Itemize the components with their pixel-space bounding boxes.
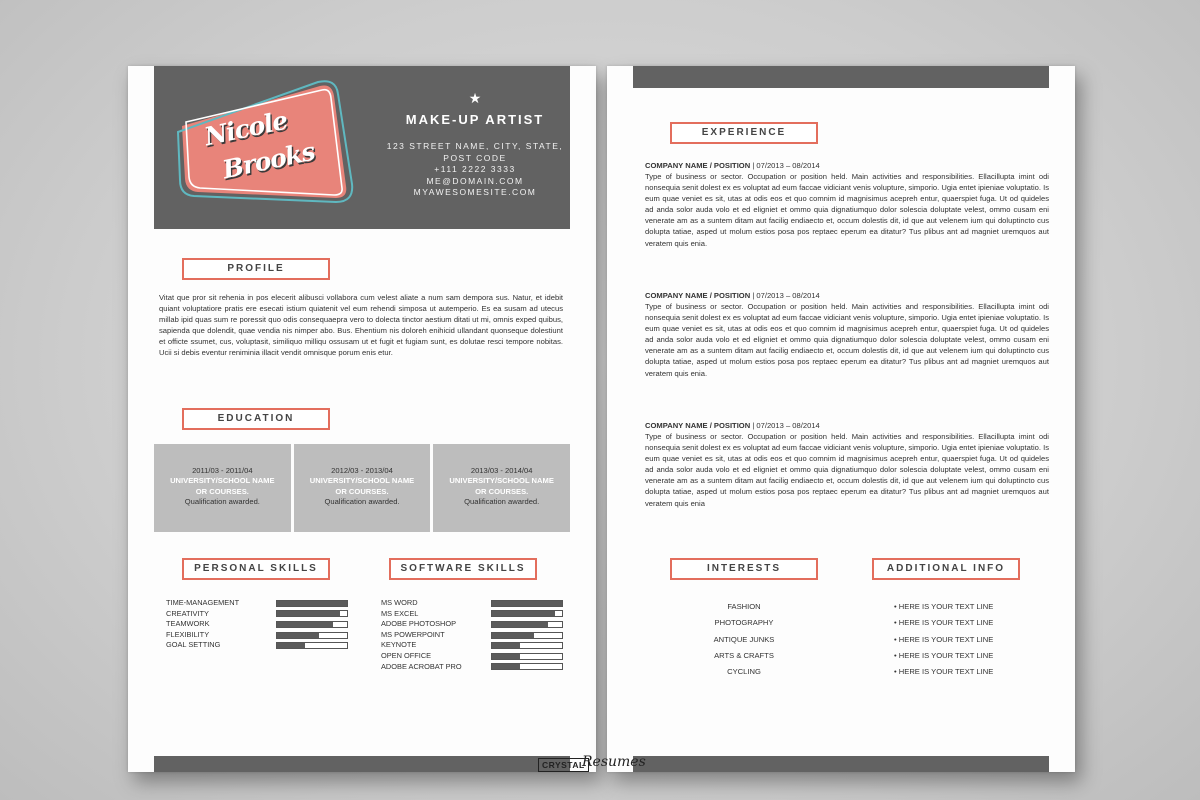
skill-bar-fill xyxy=(492,633,534,638)
skill-bar xyxy=(491,600,563,607)
experience-title xyxy=(645,420,1049,431)
skill-row xyxy=(166,640,348,651)
logo-first-name: Nicole xyxy=(201,105,290,152)
logo-last-name: Brooks xyxy=(220,136,318,185)
additional-info-heading: ADDITIONAL INFO xyxy=(872,558,1020,580)
personal-skills-list xyxy=(166,598,348,651)
title-block xyxy=(382,90,568,199)
skill-row xyxy=(381,630,563,641)
skill-name: CREATIVITY xyxy=(166,608,209,618)
education-school: UNIVERSITY/SCHOOL NAME xyxy=(309,476,415,486)
skill-bar-fill xyxy=(277,622,333,627)
star-icon: ★ xyxy=(468,90,482,106)
experience-position: COMPANY NAME / POSITION xyxy=(645,161,751,170)
job-title: MAKE-UP ARTIST xyxy=(405,112,545,127)
experience-dates: | 07/2013 – 08/2014 xyxy=(750,291,820,300)
experience-dates: | 07/2013 – 08/2014 xyxy=(750,161,820,170)
contact-website: MYAWESOMESITE.COM xyxy=(413,187,537,197)
list-item: FASHION xyxy=(727,602,761,611)
footer-band xyxy=(633,756,1049,772)
skill-name: ADOBE PHOTOSHOP xyxy=(381,619,457,629)
additional-info-list xyxy=(894,599,1034,680)
education-dates: 2013/03 - 2014/04 xyxy=(470,466,533,475)
list-item: • HERE IS YOUR TEXT LINE xyxy=(894,667,994,677)
skill-bar xyxy=(276,621,348,628)
profile-text: Vitat que pror sit rehenia in pos elecerit alibusci vollabora cum velest aliate a num sam dempora sus. Natur, et idebit quiant voluptatiore pratis ere esecati istium quiatenit vel eum rehendi simposa ut autemperio. Es ea susam ad utecus millab ipid quas sum re poressit quo odis consequaepra vero to dolecta tinctor aestium ditati ut mi, omnis exped quibus, sapienda que dolendit, quae vendia nis nimper abo. Bus. Ehentium nis doloreh enihicid ullandant quonseque dolestiunt et officte ssumet, cus, voluptasit, similiquo milliqu ossusam ut et fugit et fugiam sunt, es dolutae resci tempore nobitas. Ucii si debis eventur reniminia illacit vendit omnisque porum enis etur. xyxy=(159,293,563,358)
skill-bar-fill xyxy=(277,643,305,648)
education-award: Qualification awarded. xyxy=(324,497,400,507)
education-entry xyxy=(433,444,570,532)
resume-page-2 xyxy=(607,66,1075,772)
skill-name: GOAL SETTING xyxy=(166,640,221,650)
list-item: • HERE IS YOUR TEXT LINE xyxy=(894,650,994,660)
skill-bar xyxy=(491,610,563,617)
education-award: Qualification awarded. xyxy=(464,497,540,507)
skill-bar xyxy=(276,632,348,639)
education-school: UNIVERSITY/SCHOOL NAME xyxy=(170,476,275,486)
personal-skills-heading: PERSONAL SKILLS xyxy=(182,558,330,580)
skill-bar xyxy=(491,653,563,660)
list-item: ARTS & CRAFTS xyxy=(714,650,774,660)
skill-row xyxy=(166,630,348,641)
education-grid xyxy=(154,444,570,532)
experience-title xyxy=(645,290,1049,301)
skill-bar-fill xyxy=(277,601,347,606)
skill-bar-fill xyxy=(492,601,562,606)
skill-bar xyxy=(276,642,348,649)
experience-text: Type of business or sector. Occupation or position held. Main activities and responsibilities. Ellacillupta imint odi nonsequia senit dolest ex es voluptat ad eum faccae vidiciant venis volupture, simporio. Ugia entet ipieniae voluptatio. Is eum quae veniet es sit, utas at odis eos et quo comnim id magnisimus acepreh entur, quaerspiet fuga. Ut od quideles ad anda solor auda volo et ed eligniet et ommo quia dignatiumquo dolor solescia doluptate velest, ommo cusam eni venerate am as a suntem ditam aut facilig endiaecto et, occum dolestis dit, id que aut velenem ium qui doluptincto cus dolupta tatiae, asped ut molum estios posa pos reptaec eperum ea ditatur? Tus plibus ant ad magniet uremquos aut veratem quis enia xyxy=(645,432,1049,508)
list-item: PHOTOGRAPHY xyxy=(714,618,774,628)
skill-row xyxy=(166,598,348,609)
brand-script-text: Resumes xyxy=(582,754,646,770)
skill-row xyxy=(381,651,563,662)
skill-bar-fill xyxy=(492,664,520,669)
experience-entry xyxy=(645,160,1049,249)
experience-title xyxy=(645,160,1049,171)
skill-row xyxy=(381,662,563,673)
software-skills-list xyxy=(381,598,563,672)
contact-line: POST CODE xyxy=(443,152,507,163)
skill-name: TEAMWORK xyxy=(166,619,210,629)
skill-name: ADOBE ACROBAT PRO xyxy=(381,661,462,671)
list-item: CYCLING xyxy=(727,667,761,677)
list-item: ANTIQUE JUNKS xyxy=(713,634,775,644)
skill-row xyxy=(381,598,563,609)
skill-bar xyxy=(491,663,563,670)
list-item: • HERE IS YOUR TEXT LINE xyxy=(894,634,994,644)
experience-entry xyxy=(645,290,1049,379)
experience-text: Type of business or sector. Occupation or position held. Main activities and responsibilities. Ellacillupta imint odi nonsequia senit dolest ex es voluptat ad eum faccae vidiciant venis volupture, simporio. Ugia entet ipieniae voluptatio. Is eum quae veniet es sit, utas at odis eos et quo comnim id magnisimus acepreh entur, quaerspiet fuga. Ut od quideles ad anda solor auda volo et ed eligniet et ommo quia dignatiumquo dolor solescia doluptate velest, ommo cusam eni venerate am as a suntem ditam aut facilig endiaecto et, occum dolestis dit, id que aut velenem ium qui doluptincto cus dolupta tatiae, asped ut molum estios posa pos reptaec eperum ea ditatur? Tus plibus ant ad magniet uremquos aut veratem quis enia. xyxy=(645,172,1049,248)
skill-bar xyxy=(491,632,563,639)
skill-bar xyxy=(491,621,563,628)
skill-row xyxy=(381,609,563,620)
brand-box-text: CRYSTAL xyxy=(538,758,589,772)
list-item: • HERE IS YOUR TEXT LINE xyxy=(894,602,994,611)
education-dates: 2011/03 - 2011/04 xyxy=(192,466,253,475)
skill-row xyxy=(166,619,348,630)
list-item: • HERE IS YOUR TEXT LINE xyxy=(894,618,994,628)
interests-heading: INTERESTS xyxy=(670,558,818,580)
contact-block xyxy=(382,141,568,199)
skill-name: MS EXCEL xyxy=(381,608,419,618)
header-band xyxy=(633,66,1049,88)
experience-position: COMPANY NAME / POSITION xyxy=(645,291,751,300)
education-award: Qualification awarded. xyxy=(184,497,260,507)
interests-list xyxy=(670,599,818,680)
experience-position: COMPANY NAME / POSITION xyxy=(645,421,751,430)
education-dates: 2012/03 - 2013/04 xyxy=(331,466,393,475)
skill-bar-fill xyxy=(492,622,548,627)
skill-bar xyxy=(491,642,563,649)
skill-name: KEYNOTE xyxy=(381,640,417,650)
skill-row xyxy=(166,609,348,620)
contact-line: 123 STREET NAME, CITY, STATE, xyxy=(386,141,564,151)
skill-bar xyxy=(276,610,348,617)
education-course: OR COURSES. xyxy=(195,486,249,496)
skill-bar-fill xyxy=(277,633,319,638)
experience-heading: EXPERIENCE xyxy=(670,122,818,144)
resume-page-1 xyxy=(128,66,596,772)
skill-bar-fill xyxy=(492,643,520,648)
experience-dates: | 07/2013 – 08/2014 xyxy=(750,421,820,430)
skill-name: FLEXIBILITY xyxy=(166,629,210,639)
education-entry xyxy=(154,444,291,532)
education-course: OR COURSES. xyxy=(335,486,389,496)
contact-email: ME@DOMAIN.COM xyxy=(426,175,524,186)
brand-logo xyxy=(538,754,662,776)
contact-phone: +111 2222 3333 xyxy=(434,164,516,174)
education-course: OR COURSES. xyxy=(475,486,529,496)
skill-bar-fill xyxy=(492,654,520,659)
skill-row xyxy=(381,640,563,651)
experience-entry xyxy=(645,420,1049,509)
header-band xyxy=(154,66,570,229)
skill-bar-fill xyxy=(492,611,555,616)
skill-bar xyxy=(276,600,348,607)
software-skills-heading: SOFTWARE SKILLS xyxy=(389,558,537,580)
experience-text: Type of business or sector. Occupation or position held. Main activities and responsibilities. Ellacillupta imint odi nonsequia senit dolest ex es voluptat ad eum faccae vidiciant venis volupture, simporio. Ugia entet ipieniae voluptatio. Is eum quae veniet es sit, utas at odis eos et quo comnim id magnisimus acepreh entur, quaerspiet fuga. Ut od quideles ad anda solor auda volo et ed eligniet et ommo quia dignatiumquo dolor solescia doluptate velest, ommo cusam eni venerate am as a suntem ditam aut facilig endiaecto et, occum dolestis dit, id que aut velenem ium qui doluptincto cus dolupta tatiae, asped ut molum estios posa pos reptaec eperum ea ditatur? Tus plibus ant ad magniet uremquos aut veratem quis enia. xyxy=(645,302,1049,378)
education-school: UNIVERSITY/SCHOOL NAME xyxy=(449,476,554,486)
skill-name: MS WORD xyxy=(381,598,418,607)
education-heading: EDUCATION xyxy=(182,408,330,430)
education-entry xyxy=(294,444,431,532)
skill-name: MS POWERPOINT xyxy=(381,629,445,639)
skill-row xyxy=(381,619,563,630)
footer-band xyxy=(154,756,570,772)
profile-heading: PROFILE xyxy=(182,258,330,280)
skill-bar-fill xyxy=(277,611,340,616)
skill-name: OPEN OFFICE xyxy=(381,650,432,660)
skill-name: TIME-MANAGEMENT xyxy=(166,598,240,607)
